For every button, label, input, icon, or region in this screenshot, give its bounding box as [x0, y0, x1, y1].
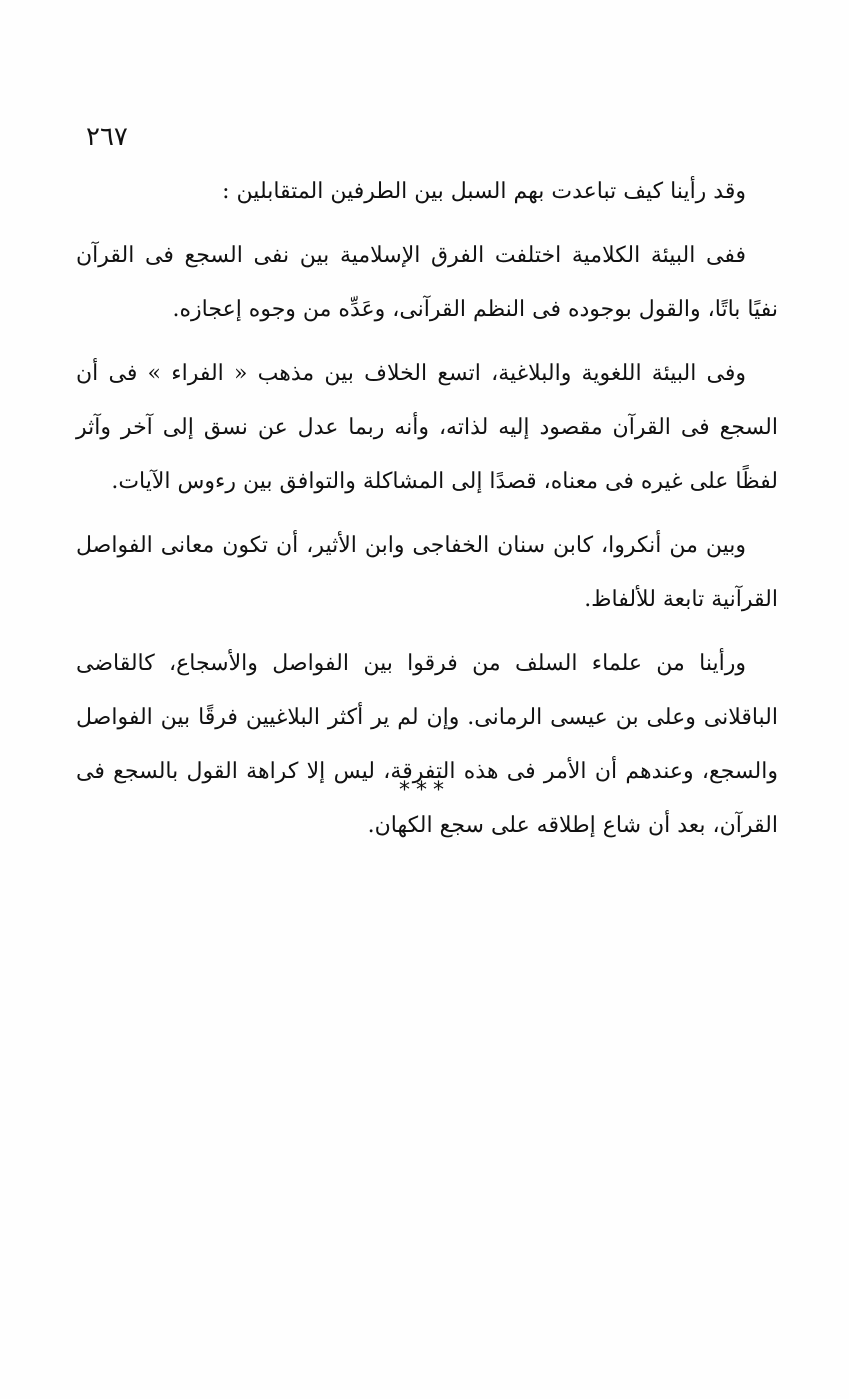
paragraph-kalam: ففى البيئة الكلامية اختلفت الفرق الإسلامية بين نفى السجع فى القرآن نفيًا باتًا، والقول بوجوده فى النظم القرآنى، وعَدِّه من وجوه إعجازه. — [76, 243, 778, 322]
section-ornament: *** — [399, 778, 450, 803]
body-text — [76, 165, 778, 863]
page-number: ٢٦٧ — [86, 122, 128, 152]
paragraph-deniers: وبين من أنكروا، كابن سنان الخفاجى وابن الأثير، أن تكون معانى الفواصل القرآنية تابعة للألفاظ. — [76, 533, 778, 612]
paragraph-scholars: ورأينا من علماء السلف من فرقوا بين الفواصل والأسجاع، كالقاضى الباقلانى وعلى بن عيسى الرمانى. وإن لم ير أكثر البلاغيين فرقًا بين الفواصل والسجع، وعندهم أن الأمر فى هذه التفرقة، ليس إلا كراهة القول بالسجع فى القرآن، بعد أن شاع إطلاقه على سجع الكهان. — [76, 651, 778, 838]
paragraph-intro: وقد رأينا كيف تباعدت بهم السبل بين الطرفين المتقابلين : — [222, 179, 746, 204]
paragraph-linguistic: وفى البيئة اللغوية والبلاغية، اتسع الخلاف بين مذهب « الفراء » فى أن السجع فى القرآن مقصود إليه لذاته، وأنه ربما عدل عن نسق إلى آخر وآثر لفظًا على غيره فى معناه، قصدًا إلى المشاكلة والتوافق بين رءوس الآيات. — [76, 361, 778, 494]
